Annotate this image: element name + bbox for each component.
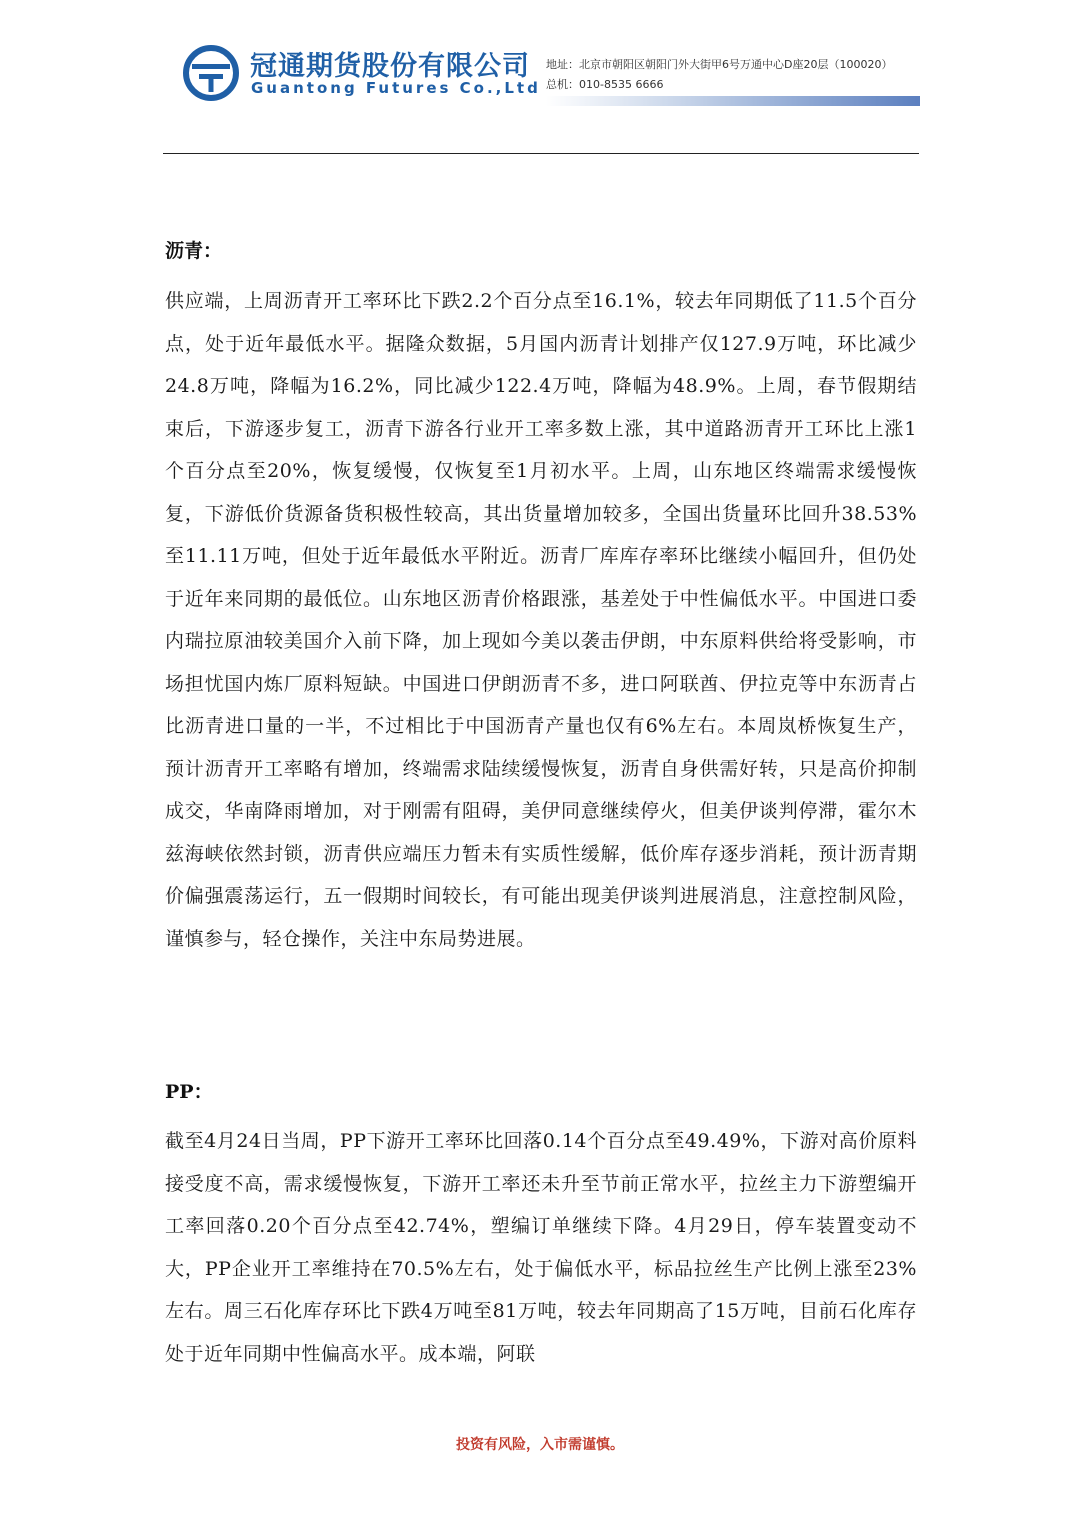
section-heading-asphalt: 沥青：: [165, 240, 223, 262]
section-body-pp: 截至4月24日当周，PP下游开工率环比回落0.14个百分点至49.49%，下游对高价原料接受度不高，需求缓慢恢复，下游开工率还未升至节前正常水平，拉丝主力下游塑编开工率回落0.20个百分点至42.74%，塑编订单继续下降。4月29日，停车装置变动不大，PP企业开工率维持在70.5%左右，处于偏低水平，标品拉丝生产比例上涨至23%左右。周三石化库存环比下跌4万吨至81万吨，较去年同期高了15万吨，目前石化库存处于近年同期中性偏高水平。成本端，阿联: [165, 1130, 917, 1365]
section-body-asphalt: 供应端，上周沥青开工率环比下跌2.2个百分点至16.1%，较去年同期低了11.5个百分点，处于近年最低水平。据隆众数据，5月国内沥青计划排产仅127.9万吨，环比减少24.8万吨，降幅为16.2%，同比减少122.4万吨，降幅为48.9%。上周，春节假期结束后，下游逐步复工，沥青下游各行业开工率多数上涨，其中道路沥青开工环比上涨1个百分点至20%，恢复缓慢，仅恢复至1月初水平。上周，山东地区终端需求缓慢恢复，下游低价货源备货积极性较高，其出货量增加较多，全国出货量环比回升38.53%至11.11万吨，但处于近年最低水平附近。沥青厂库库存率环比继续小幅回升，但仍处于近年来同期的最低位。山东地区沥青价格跟涨，基差处于中性偏低水平。中国进口委内瑞拉原油较美国介入前下降，加上现如今美以袭击伊朗，中东原料供给将受影响，市场担忧国内炼厂原料短缺。中国进口伊朗沥青不多，进口阿联酋、伊拉克等中东沥青占比沥青进口量的一半，不过相比于中国沥青产量也仅有6%左右。本周岚桥恢复生产，预计沥青开工率略有增加，终端需求陆续缓慢恢复，沥青自身供需好转，只是高价抑制成交，华南降雨增加，对于刚需有阻碍，美伊同意继续停火，但美伊谈判停滞，霍尔木兹海峡依然封锁，沥青供应端压力暂未有实质性缓解，低价库存逐步消耗，预计沥青期价偏强震荡运行，五一假期时间较长，有可能出现美伊谈判进展消息，注意控制风险，谨慎参与，轻仓操作，关注中东局势进展。: [165, 290, 917, 950]
company-address: 地址：北京市朝阳区朝阳门外大街甲6号万通中心D座20层（100020）: [546, 58, 893, 71]
company-name-en: Guantong Futures Co.,Ltd: [251, 79, 541, 97]
header-accent-bar: [546, 96, 920, 106]
company-phone: 总机：010-8535 6666: [546, 78, 664, 91]
company-logo-icon: [182, 44, 240, 102]
company-name-cn: 冠通期货股份有限公司: [250, 51, 530, 82]
risk-disclaimer: 投资有风险，入市需谨慎。: [456, 1437, 624, 1453]
section-heading-pp: PP：: [165, 1081, 213, 1103]
header-divider: [163, 153, 919, 154]
